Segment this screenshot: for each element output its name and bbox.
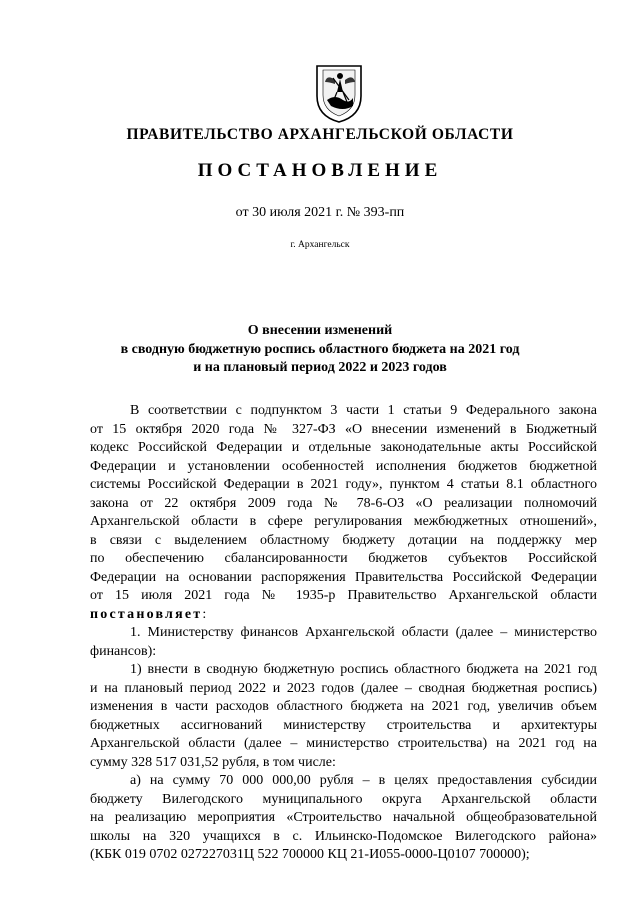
paragraph-item-a (90, 772, 597, 865)
text-line: Архангельской области (далее – министерство строительства) на 2021 год на (90, 736, 597, 751)
document-date-number: от 30 июля 2021 г. № 393-пп (235, 205, 405, 220)
text-line: а) на сумму 70 000 000,00 рубля – в целях предоставления субсидии (130, 773, 597, 788)
title-line: в сводную бюджетную роспись областного бюджета на 2021 год (120, 341, 520, 357)
text-line: финансов): (90, 643, 157, 659)
text-line: закона от 22 октября 2009 года № 78-6-ОЗ «О реализации полномочий (90, 495, 597, 511)
text-line: и на плановый период 2022 и 2023 годов (далее – сводная бюджетная роспись) (90, 680, 597, 696)
text-line: от 15 октября 2020 года № 327-ФЗ «О внесении изменений в Бюджетный (90, 421, 597, 437)
text-line (90, 606, 597, 625)
resolves-word: постановляет (90, 606, 203, 622)
text-line: изменения в части расходов областного бюджета на 2021 год, увеличив объем (90, 699, 597, 714)
organization-name: ПРАВИТЕЛЬСТВО АРХАНГЕЛЬСКОЙ ОБЛАСТИ (126, 126, 514, 143)
document-body (90, 402, 597, 865)
text-line: на реализацию мероприятия «Строительство начальной общеобразовательной (90, 810, 597, 825)
text-line: сумму 328 517 031,52 рубля, в том числе: (90, 754, 336, 770)
paragraph-item-1-1 (90, 661, 597, 772)
text-line: 1. Министерству финансов Архангельской области (далее – министерство (130, 625, 597, 640)
text-line: Архангельской области в сфере регулирования межбюджетных отношений», (90, 514, 597, 529)
coat-of-arms-icon (313, 60, 365, 124)
text-line: 1) внести в сводную бюджетную роспись областного бюджета на 2021 год (130, 662, 597, 677)
paragraph-item-1 (90, 624, 597, 661)
paragraph-preamble (90, 402, 597, 624)
document-city: г. Архангельск (290, 240, 350, 250)
document-type: ПОСТАНОВЛЕНИЕ (197, 160, 443, 181)
text-line: школы на 320 учащихся в с. Ильинско-Подомское Вилегодского района» (90, 828, 597, 844)
title-line: О внесении изменений (247, 323, 393, 338)
text-line: Федерации на основании распоряжения Правительства Российской Федерации (90, 569, 597, 585)
resolves-colon: : (202, 606, 207, 622)
text-line: В соответствии с подпунктом 3 части 1 статьи 9 Федерального закона (130, 403, 597, 418)
title-line: и на плановый период 2022 и 2023 годов (193, 360, 447, 375)
text-line: по обеспечению сбалансированности бюджетов субъектов Российской (90, 551, 597, 566)
text-line: в связи с выделением областному бюджету дотации на поддержку мер (90, 532, 597, 548)
document-title (0, 322, 640, 378)
text-line: бюджету Вилегодского муниципального округа Архангельской области (90, 791, 597, 807)
text-line: бюджетных ассигнований министерству строительства и архитектуры (90, 717, 597, 733)
text-line: системы Российской Федерации в 2021 году», пунктом 4 статьи 8.1 областного (90, 477, 597, 492)
text-line: Федерации и установлении особенностей исполнения бюджетов бюджетной (90, 458, 597, 474)
text-line: (КБК 019 0702 027227031Ц 522 700000 КЦ 21-И055-0000-Ц0107 700000); (90, 847, 530, 862)
text-line: от 15 июля 2021 года № 1935-р Правительство Архангельской области (90, 588, 597, 603)
text-line: кодекс Российской Федерации и отдельные законодательные акты Российской (90, 440, 597, 455)
